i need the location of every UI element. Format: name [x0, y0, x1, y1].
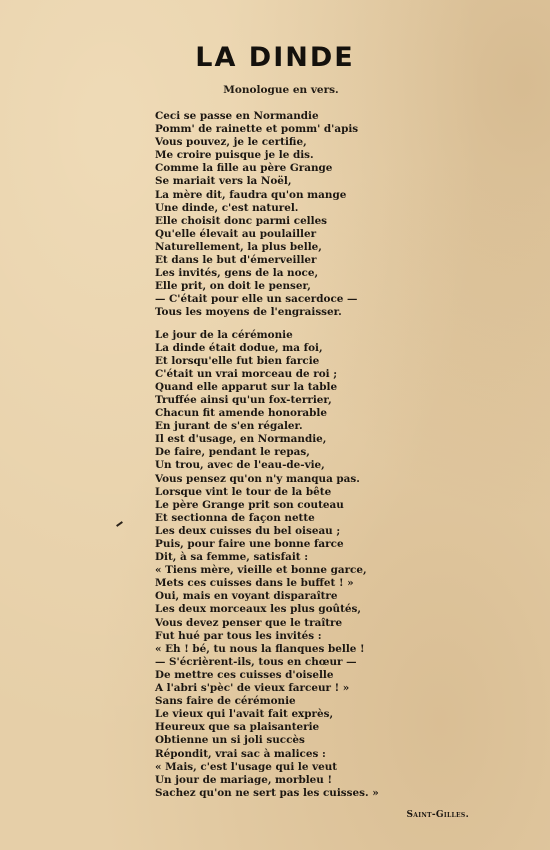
- poem-line: Truffée ainsi qu'un fox-terrier,: [155, 393, 332, 406]
- poem-line: Et dans le but d'émerveiller: [155, 254, 317, 267]
- poem-line: Elle prit, on doit le penser,: [155, 280, 311, 293]
- poem-line: En jurant de s'en régaler.: [155, 420, 303, 433]
- poem-line: Mets ces cuisses dans le buffet ! »: [155, 577, 354, 590]
- poem-line: Puis, pour faire une bonne farce: [155, 538, 344, 550]
- poem-line: Les deux cuisses du bel oiseau ;: [155, 524, 341, 537]
- poem-line: Lorsque vint le tour de la bête: [155, 485, 332, 498]
- poem-line: — S'écrièrent-ils, tous en chœur —: [155, 655, 357, 668]
- stanza: [155, 110, 395, 320]
- poem-line: Se mariait vers la Noël,: [155, 175, 292, 188]
- poem-line: Et lorsqu'elle fut bien farcie: [155, 354, 320, 367]
- poem-line: Chacun fit amende honorable: [155, 407, 327, 420]
- poem-line: Quand elle apparut sur la table: [155, 380, 338, 393]
- poem-line: Vous pensez qu'on n'y manqua pas.: [155, 472, 360, 485]
- poem-line: Me croire puisque je le dis.: [155, 149, 314, 162]
- author-signature: Saint-Gilles.: [406, 810, 469, 820]
- poem-line: Une dinde, c'est naturel.: [155, 201, 299, 214]
- ink-mark: [116, 521, 123, 527]
- poem-line: Elle choisit donc parmi celles: [155, 214, 328, 227]
- poem-line: De faire, pendant le repas,: [155, 446, 310, 459]
- poem-line: « Mais, c'est l'usage qui le veut: [155, 760, 338, 773]
- poem-line: Pomm' de rainette et pomm' d'apis: [155, 123, 359, 136]
- poem-line: « Tiens mère, vieille et bonne garce,: [155, 564, 367, 577]
- poem-line: Ceci se passe en Normandie: [155, 110, 319, 122]
- poem-line: Vous pouvez, je le certifie,: [155, 136, 307, 149]
- poem-line: La dinde était dodue, ma foi,: [155, 341, 323, 354]
- poem-line: Sans faire de cérémonie: [155, 695, 296, 708]
- page-subtitle: Monologue en vers.: [223, 84, 339, 96]
- poem-line: Le père Grange prit son couteau: [155, 498, 344, 511]
- poem-line: « Eh ! bé, tu nous la flanques belle !: [155, 642, 365, 655]
- poem-line: Fut hué par tous les invités :: [155, 629, 322, 642]
- poem-body: [155, 110, 395, 800]
- stanza: [155, 329, 395, 800]
- poem-line: Les invités, gens de la noce,: [155, 267, 319, 280]
- poem-line: Qu'elle élevait au poulailler: [155, 227, 317, 240]
- poem-line: Et sectionna de façon nette: [155, 511, 315, 524]
- poem-line: Naturellement, la plus belle,: [155, 240, 322, 253]
- poem-line: Un jour de mariage, morbleu !: [155, 773, 333, 786]
- poem-line: Le jour de la cérémonie: [155, 328, 293, 341]
- poem-line: Répondit, vrai sac à malices :: [155, 747, 326, 760]
- poem-line: A l'abri s'pèc' de vieux farceur ! »: [155, 682, 350, 695]
- poem-line: Oui, mais en voyant disparaître: [155, 590, 338, 603]
- poem-line: Heureux que sa plaisanterie: [155, 721, 320, 734]
- page-title: LA DINDE: [195, 42, 355, 73]
- poem-line: Dit, à sa femme, satisfait :: [155, 551, 309, 564]
- poem-line: Tous les moyens de l'engraisser.: [155, 306, 342, 319]
- poem-line: Un trou, avec de l'eau-de-vie,: [155, 459, 325, 472]
- poem-line: — C'était pour elle un sacerdoce —: [155, 293, 358, 306]
- poem-line: Obtienne un si joli succès: [155, 734, 305, 747]
- poem-line: De mettre ces cuisses d'oiselle: [155, 668, 334, 681]
- poem-line: C'était un vrai morceau de roi ;: [155, 367, 338, 380]
- poem-line: Sachez qu'on ne sert pas les cuisses. »: [155, 786, 379, 799]
- poem-line: La mère dit, faudra qu'on mange: [155, 188, 347, 201]
- poem-line: Les deux morceaux les plus goûtés,: [155, 603, 361, 616]
- poem-line: Il est d'usage, en Normandie,: [155, 433, 327, 446]
- poem-line: Le vieux qui l'avait fait exprès,: [155, 708, 334, 721]
- poem-line: Comme la fille au père Grange: [155, 162, 333, 175]
- poem-line: Vous devez penser que le traître: [155, 616, 343, 629]
